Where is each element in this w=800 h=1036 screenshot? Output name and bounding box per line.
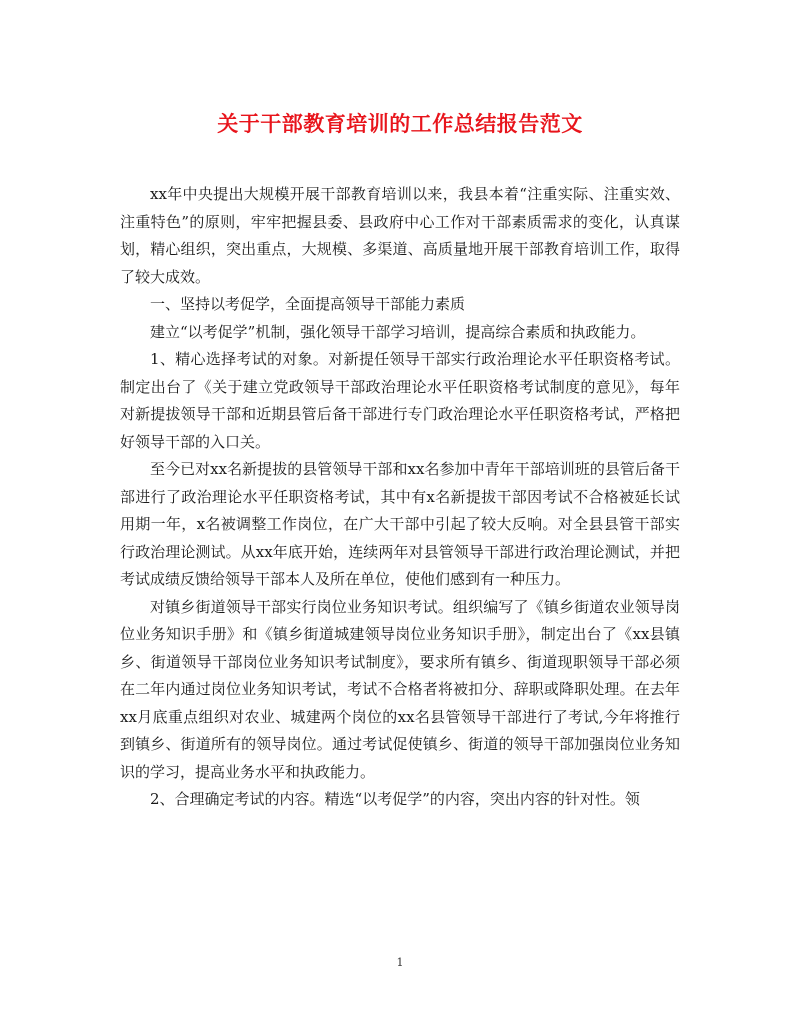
- section-heading-1: 一、坚持以考促学，全面提高领导干部能力素质: [150, 295, 466, 313]
- paragraph-intro: xx年中央提出大规模开展干部教育培训以来，我县本着“注重实际、注重实效、注重特色”的原则，牢牢把握县委、县政府中心工作对干部素质需求的变化，认真谋划，精心组织，突出重点，大规模、多渠道、高质量地开展干部教育培训工作，取得了较大成效。: [120, 185, 680, 286]
- paragraph-town-exams: 对镇乡街道领导干部实行岗位业务知识考试。组织编写了《镇乡街道农业领导岗位业务知识手册》和《镇乡街道城建领导岗位业务知识手册》，制定出台了《xx县镇乡、街道领导干部岗位业务知识考试制度》，要求所有镇乡、街道现职领导干部必须在二年内通过岗位业务知识考试，考试不合格者将被扣分、辞职或降职处理。在去年xx月底重点组织对农业、城建两个岗位的xx名县管领导干部进行了考试,今年将推行到镇乡、街道所有的领导岗位。通过考试促使镇乡、街道的领导干部加强岗位业务知识的学习，提高业务水平和执政能力。: [120, 597, 680, 781]
- document-body: [120, 181, 680, 814]
- paragraph-exam-results: 至今已对xx名新提拔的县管领导干部和xx名参加中青年干部培训班的县管后备干部进行了政治理论水平任职资格考试，其中有x名新提拔干部因考试不合格被延长试用期一年，x名被调整工作岗位，在广大干部中引起了较大反响。对全县县管干部实行政治理论测试。从xx年底开始，连续两年对县管领导干部进行政治理论测试，并把考试成绩反馈给领导干部本人及所在单位，使他们感到有一种压力。: [120, 460, 680, 588]
- paragraph-item-2: 2、合理确定考试的内容。精选“以考促学”的内容，突出内容的针对性。领: [150, 790, 640, 808]
- paragraph-item-1: 1、精心选择考试的对象。对新提任领导干部实行政治理论水平任职资格考试。制定出台了《关于建立党政领导干部政治理论水平任职资格考试制度的意见》，每年对新提拔领导干部和近期县管后备干部进行专门政治理论水平任职资格考试，严格把好领导干部的入口关。: [120, 350, 680, 451]
- document-title: 关于干部教育培训的工作总结报告范文: [217, 111, 583, 136]
- page-number: 1: [396, 956, 404, 969]
- paragraph-mechanism: 建立“以考促学”机制，强化领导干部学习培训，提高综合素质和执政能力。: [150, 322, 646, 341]
